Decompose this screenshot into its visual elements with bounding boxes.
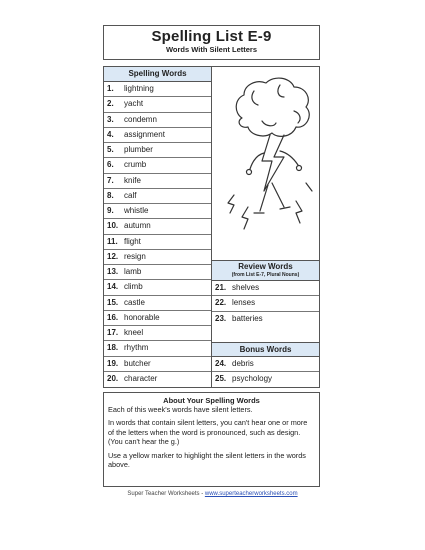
word-number: 22. — [215, 298, 227, 308]
word-text: flight — [124, 236, 141, 246]
review-words-heading-box — [212, 260, 319, 281]
footer-prefix: Super Teacher Worksheets - — [127, 491, 205, 497]
word-number: 18. — [107, 343, 119, 353]
list-item — [212, 357, 319, 372]
spelling-words-list — [104, 82, 212, 387]
word-number: 16. — [107, 312, 119, 322]
word-text: lamb — [124, 267, 142, 276]
list-item — [212, 281, 319, 296]
word-text: plumber — [124, 145, 153, 154]
about-heading: About Your Spelling Words — [163, 396, 260, 405]
word-text: butcher — [124, 358, 151, 368]
word-number: 7. — [107, 175, 114, 185]
list-item — [104, 235, 211, 250]
lightning-cloud-illustration — [214, 73, 318, 258]
review-words-heading: Review Words — [238, 262, 293, 271]
word-number: 17. — [107, 328, 119, 337]
word-text: lightning — [124, 84, 154, 93]
word-number: 19. — [107, 358, 119, 368]
list-item — [212, 372, 319, 387]
word-text: autumn — [124, 221, 151, 231]
list-item — [104, 219, 211, 234]
list-item — [212, 312, 319, 327]
about-paragraph-1: Each of this week's words have silent letters. — [108, 405, 253, 414]
word-text: condemn — [124, 114, 157, 124]
word-number: 11. — [107, 236, 118, 246]
word-number: 3. — [107, 114, 114, 124]
word-number: 23. — [215, 313, 227, 323]
list-item — [104, 143, 211, 158]
word-text: debris — [232, 359, 254, 368]
word-text: kneel — [124, 328, 144, 337]
about-box — [103, 392, 320, 487]
word-list-box — [103, 66, 320, 388]
word-number: 20. — [107, 373, 119, 383]
word-text: character — [124, 373, 158, 383]
list-item — [104, 82, 211, 97]
list-item — [104, 174, 211, 189]
list-item — [104, 97, 211, 112]
word-number: 6. — [107, 160, 114, 170]
word-text: batteries — [232, 313, 263, 323]
word-number: 15. — [107, 297, 119, 307]
word-text: whistle — [124, 206, 149, 215]
list-item — [104, 113, 211, 128]
spelling-words-heading: Spelling Words — [104, 67, 212, 82]
list-item — [104, 189, 211, 204]
word-number: 12. — [107, 251, 119, 261]
bonus-words-heading: Bonus Words — [212, 342, 319, 357]
review-words-list — [212, 281, 319, 327]
word-text: honorable — [124, 312, 160, 322]
word-number: 4. — [107, 129, 114, 139]
word-text: knife — [124, 175, 141, 185]
word-text: crumb — [124, 160, 147, 170]
list-item — [104, 265, 211, 280]
list-item — [104, 128, 211, 143]
word-number: 14. — [107, 282, 119, 292]
list-item — [104, 311, 211, 326]
word-text: resign — [124, 251, 146, 261]
list-item — [104, 250, 211, 265]
list-item — [104, 158, 211, 173]
about-paragraph-2: In words that contain silent letters, you can't hear one or more of the letters when the word is pronounced, such as design. (You can't hear the g.) — [108, 418, 308, 447]
footer-link[interactable]: www.superteacherworksheets.com — [204, 491, 298, 497]
word-text: lenses — [232, 298, 256, 308]
title-box — [103, 25, 320, 60]
word-number: 24. — [215, 359, 227, 368]
page-title: Spelling List E-9 — [151, 28, 272, 45]
word-text: shelves — [232, 283, 260, 292]
word-number: 1. — [107, 84, 114, 93]
word-number: 2. — [107, 99, 114, 109]
list-item — [104, 372, 211, 387]
list-item — [104, 341, 211, 356]
word-text: calf — [124, 190, 137, 200]
word-number: 25. — [215, 374, 227, 384]
word-number: 5. — [107, 145, 114, 154]
list-item — [104, 326, 211, 341]
bonus-words-list — [212, 357, 319, 388]
word-text: assignment — [124, 129, 165, 139]
word-number: 10. — [107, 221, 119, 231]
page-subtitle: Words With Silent Letters — [165, 45, 258, 54]
list-item — [104, 204, 211, 219]
word-text: castle — [124, 297, 145, 307]
footer — [0, 491, 425, 497]
review-words-subheading: (from List E-7, Plural Nouns) — [231, 272, 300, 278]
list-item — [212, 296, 319, 311]
word-number: 9. — [107, 206, 114, 215]
word-text: rhythm — [124, 343, 149, 353]
word-number: 13. — [107, 267, 119, 276]
list-item — [104, 280, 211, 295]
list-item — [104, 296, 211, 311]
about-paragraph-3: Use a yellow marker to highlight the silent letters in the words above. — [108, 450, 306, 470]
list-item — [104, 357, 211, 372]
word-text: psychology — [232, 374, 273, 384]
word-text: climb — [124, 282, 143, 292]
word-number: 21. — [215, 283, 227, 292]
word-number: 8. — [107, 190, 114, 200]
word-text: yacht — [124, 99, 144, 109]
